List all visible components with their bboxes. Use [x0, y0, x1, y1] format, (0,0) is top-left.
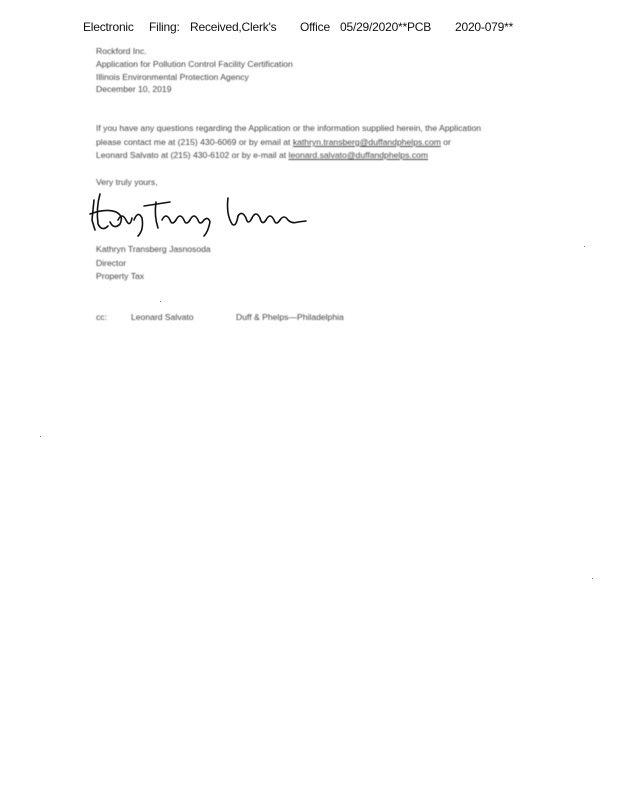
header-filing: Filing: — [149, 20, 180, 34]
scan-speck — [584, 246, 585, 247]
cc-label: cc: — [96, 312, 107, 322]
paragraph-line-1: If you have any questions regarding the Application or the information supplied herein, the Application — [96, 123, 482, 133]
scan-speck — [40, 436, 41, 437]
scan-speck — [160, 301, 161, 302]
header-case-number: 2020-079** — [455, 20, 514, 34]
paragraph-line-3 — [96, 150, 428, 160]
ref-agency: Illinois Environmental Protection Agency — [96, 72, 249, 82]
cc-organization: Duff & Phelps—Philadelphia — [236, 312, 344, 322]
header-date-code: 05/29/2020**PCB — [340, 20, 432, 34]
ref-subject: Application for Pollution Control Facility Certification — [96, 59, 293, 69]
paragraph-line-2 — [96, 137, 451, 147]
email-link-kathryn[interactable]: kathryn.transberg@duffandphelps.com — [292, 137, 441, 147]
header-electronic: Electronic — [83, 20, 134, 34]
paragraph-line-3-text: Leonard Salvato at (215) 430-6102 or by e-mail at — [96, 150, 289, 160]
header-office: Office — [300, 20, 330, 34]
ref-date: December 10, 2019 — [96, 84, 172, 94]
signer-name: Kathryn Transberg Jasnosoda — [96, 244, 211, 254]
handwritten-signature — [86, 190, 311, 238]
paragraph-line-2-tail: or — [440, 137, 451, 147]
cc-name: Leonard Salvato — [131, 312, 194, 322]
closing: Very truly yours, — [96, 177, 158, 187]
email-link-leonard[interactable]: leonard.salvato@duffandphelps.com — [288, 150, 429, 160]
signer-title: Director — [96, 258, 127, 268]
signer-department: Property Tax — [96, 271, 145, 281]
scan-speck — [592, 578, 593, 579]
paragraph-line-2-text: please contact me at (215) 430-6069 or by email at — [96, 137, 293, 147]
ref-company: Rockford Inc. — [96, 46, 147, 56]
header-received: Received,Clerk's — [190, 20, 277, 34]
